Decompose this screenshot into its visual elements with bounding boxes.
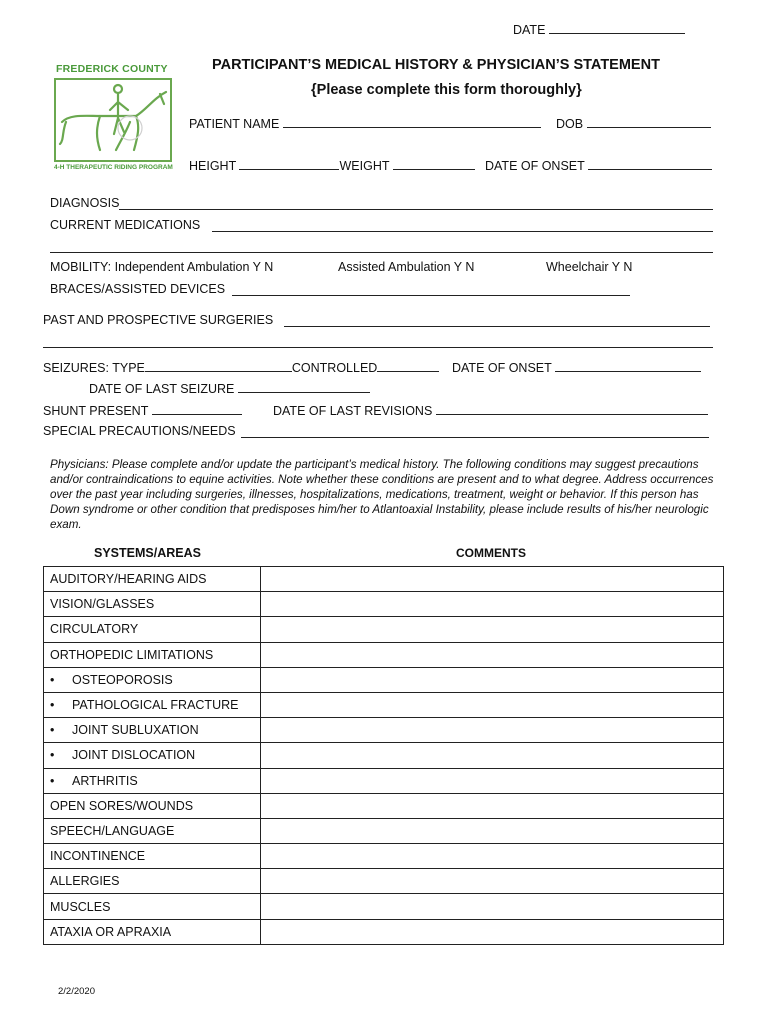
patient-name-field (189, 115, 541, 131)
system-label: MUSCLES (50, 899, 111, 914)
shunt-label: SHUNT PRESENT (43, 404, 149, 418)
height-line[interactable] (239, 157, 339, 170)
comment-cell[interactable] (261, 793, 724, 818)
braces-label: BRACES/ASSISTED DEVICES (50, 282, 226, 296)
bullet-icon: • (50, 698, 55, 713)
table-row (44, 768, 724, 793)
braces-line[interactable] (232, 295, 630, 296)
table-row (44, 894, 724, 919)
form-title: PARTICIPANT’S MEDICAL HISTORY & PHYSICIAN’S STATEMENT (212, 57, 660, 73)
table-row (44, 743, 724, 768)
table-row (44, 718, 724, 743)
systems-table (43, 566, 724, 945)
mobility-wheelchair: Wheelchair Y N (546, 260, 633, 274)
onset-label: DATE OF ONSET (485, 159, 585, 173)
seizures-type-label: SEIZURES: TYPE (43, 361, 145, 375)
logo (54, 78, 172, 162)
date-input-line[interactable] (549, 21, 685, 34)
system-label-cell (44, 768, 261, 793)
revisions-line[interactable] (436, 402, 708, 415)
comment-cell[interactable] (261, 768, 724, 793)
diagnosis-label: DIAGNOSIS (50, 196, 120, 210)
logo-top-text: FREDERICK COUNTY (56, 63, 168, 75)
logo-bottom-text: 4-H THERAPEUTIC RIDING PROGRAM (54, 164, 173, 171)
controlled-line[interactable] (377, 359, 439, 372)
system-label-cell (44, 818, 261, 843)
comment-cell[interactable] (261, 692, 724, 717)
comment-cell[interactable] (261, 919, 724, 944)
comment-cell[interactable] (261, 844, 724, 869)
system-label: ALLERGIES (50, 874, 120, 889)
seizure-onset-field (452, 359, 701, 375)
patient-name-label: PATIENT NAME (189, 117, 280, 131)
system-label: JOINT DISLOCATION (72, 748, 196, 763)
special-line[interactable] (241, 437, 709, 438)
weight-label: WEIGHT (339, 159, 390, 173)
mobility-independent: MOBILITY: Independent Ambulation Y N (50, 260, 274, 274)
table-row (44, 667, 724, 692)
comment-cell[interactable] (261, 894, 724, 919)
bullet-icon: • (50, 723, 55, 738)
medications-line[interactable] (212, 231, 713, 232)
system-label-cell (44, 692, 261, 717)
revisions-field (273, 402, 708, 418)
system-label: CIRCULATORY (50, 622, 139, 637)
table-row (44, 592, 724, 617)
horse-rider-icon (56, 80, 170, 160)
dob-line[interactable] (587, 115, 711, 128)
revisions-label: DATE OF LAST REVISIONS (273, 404, 433, 418)
medications-label: CURRENT MEDICATIONS (50, 218, 201, 232)
table-row (44, 617, 724, 642)
system-label-cell (44, 617, 261, 642)
dob-field (556, 115, 711, 131)
date-field (513, 21, 685, 37)
bullet-icon: • (50, 672, 55, 687)
system-label: PATHOLOGICAL FRACTURE (72, 698, 239, 713)
height-field (189, 157, 475, 173)
systems-header: SYSTEMS/AREAS (94, 546, 201, 560)
bullet-icon: • (50, 748, 55, 763)
dob-label: DOB (556, 117, 584, 131)
system-label: OPEN SORES/WOUNDS (50, 798, 194, 813)
form-subtitle: {Please complete this form thoroughly} (311, 82, 582, 98)
system-label-cell (44, 667, 261, 692)
comment-cell[interactable] (261, 592, 724, 617)
comment-cell[interactable] (261, 617, 724, 642)
table-row (44, 567, 724, 592)
comment-cell[interactable] (261, 818, 724, 843)
system-label: AUDITORY/HEARING AIDS (50, 572, 207, 587)
last-seizure-field (89, 380, 370, 396)
last-seizure-line[interactable] (238, 380, 370, 393)
seizure-onset-label: DATE OF ONSET (452, 361, 552, 375)
table-row (44, 869, 724, 894)
system-label-cell (44, 919, 261, 944)
onset-line[interactable] (588, 157, 712, 170)
system-label: SPEECH/LANGUAGE (50, 823, 175, 838)
system-label: OSTEOPOROSIS (72, 672, 173, 687)
patient-name-line[interactable] (283, 115, 541, 128)
table-row (44, 642, 724, 667)
bullet-icon: • (50, 773, 55, 788)
table-row (44, 793, 724, 818)
system-label: ARTHRITIS (72, 773, 138, 788)
comment-cell[interactable] (261, 743, 724, 768)
comment-cell[interactable] (261, 718, 724, 743)
table-row (44, 919, 724, 944)
weight-line[interactable] (393, 157, 475, 170)
system-label: ORTHOPEDIC LIMITATIONS (50, 647, 214, 662)
system-label: ATAXIA OR APRAXIA (50, 924, 172, 939)
last-seizure-label: DATE OF LAST SEIZURE (89, 382, 235, 396)
comment-cell[interactable] (261, 642, 724, 667)
comment-cell[interactable] (261, 667, 724, 692)
system-label-cell (44, 844, 261, 869)
system-label-cell (44, 869, 261, 894)
date-label: DATE (513, 23, 546, 37)
seizures-type-line[interactable] (145, 359, 292, 372)
controlled-label: CONTROLLED (291, 361, 378, 375)
medications-line-2[interactable] (50, 252, 713, 253)
seizures-field (43, 359, 439, 375)
height-label: HEIGHT (189, 159, 236, 173)
comment-cell[interactable] (261, 567, 724, 592)
system-label-cell (44, 718, 261, 743)
special-label: SPECIAL PRECAUTIONS/NEEDS (43, 424, 236, 438)
system-label-cell (44, 743, 261, 768)
system-label: INCONTINENCE (50, 849, 146, 864)
table-row (44, 818, 724, 843)
comments-header: COMMENTS (456, 546, 526, 560)
table-row (44, 692, 724, 717)
physicians-note: Physicians: Please complete and/or update the participant’s medical history. The following conditions may suggest precautions and/or contraindications to equine activities. Note whether these conditions are present and to what degree. Address occurrences over the past year including surgeries, illnesses, hospitalizations, medications, treatment, weight or behavior. If this person has Down syndrome or other condition that predisposes him/her to Atlantoaxial Instability, please include results of his/her neurologic exam. (50, 458, 714, 531)
system-label-cell (44, 642, 261, 667)
system-label-cell (44, 894, 261, 919)
table-row (44, 844, 724, 869)
footer-date: 2/2/2020 (58, 986, 95, 997)
diagnosis-line[interactable] (119, 209, 713, 210)
comment-cell[interactable] (261, 869, 724, 894)
onset-field (485, 157, 712, 173)
surgeries-line-2[interactable] (43, 347, 713, 348)
shunt-field (43, 402, 242, 418)
surgeries-line[interactable] (284, 326, 710, 327)
system-label: VISION/GLASSES (50, 597, 155, 612)
system-label-cell (44, 592, 261, 617)
seizure-onset-line[interactable] (555, 359, 701, 372)
surgeries-label: PAST AND PROSPECTIVE SURGERIES (43, 313, 274, 327)
system-label-cell (44, 793, 261, 818)
system-label: JOINT SUBLUXATION (72, 723, 199, 738)
system-label-cell (44, 567, 261, 592)
shunt-line[interactable] (152, 402, 242, 415)
mobility-assisted: Assisted Ambulation Y N (338, 260, 475, 274)
